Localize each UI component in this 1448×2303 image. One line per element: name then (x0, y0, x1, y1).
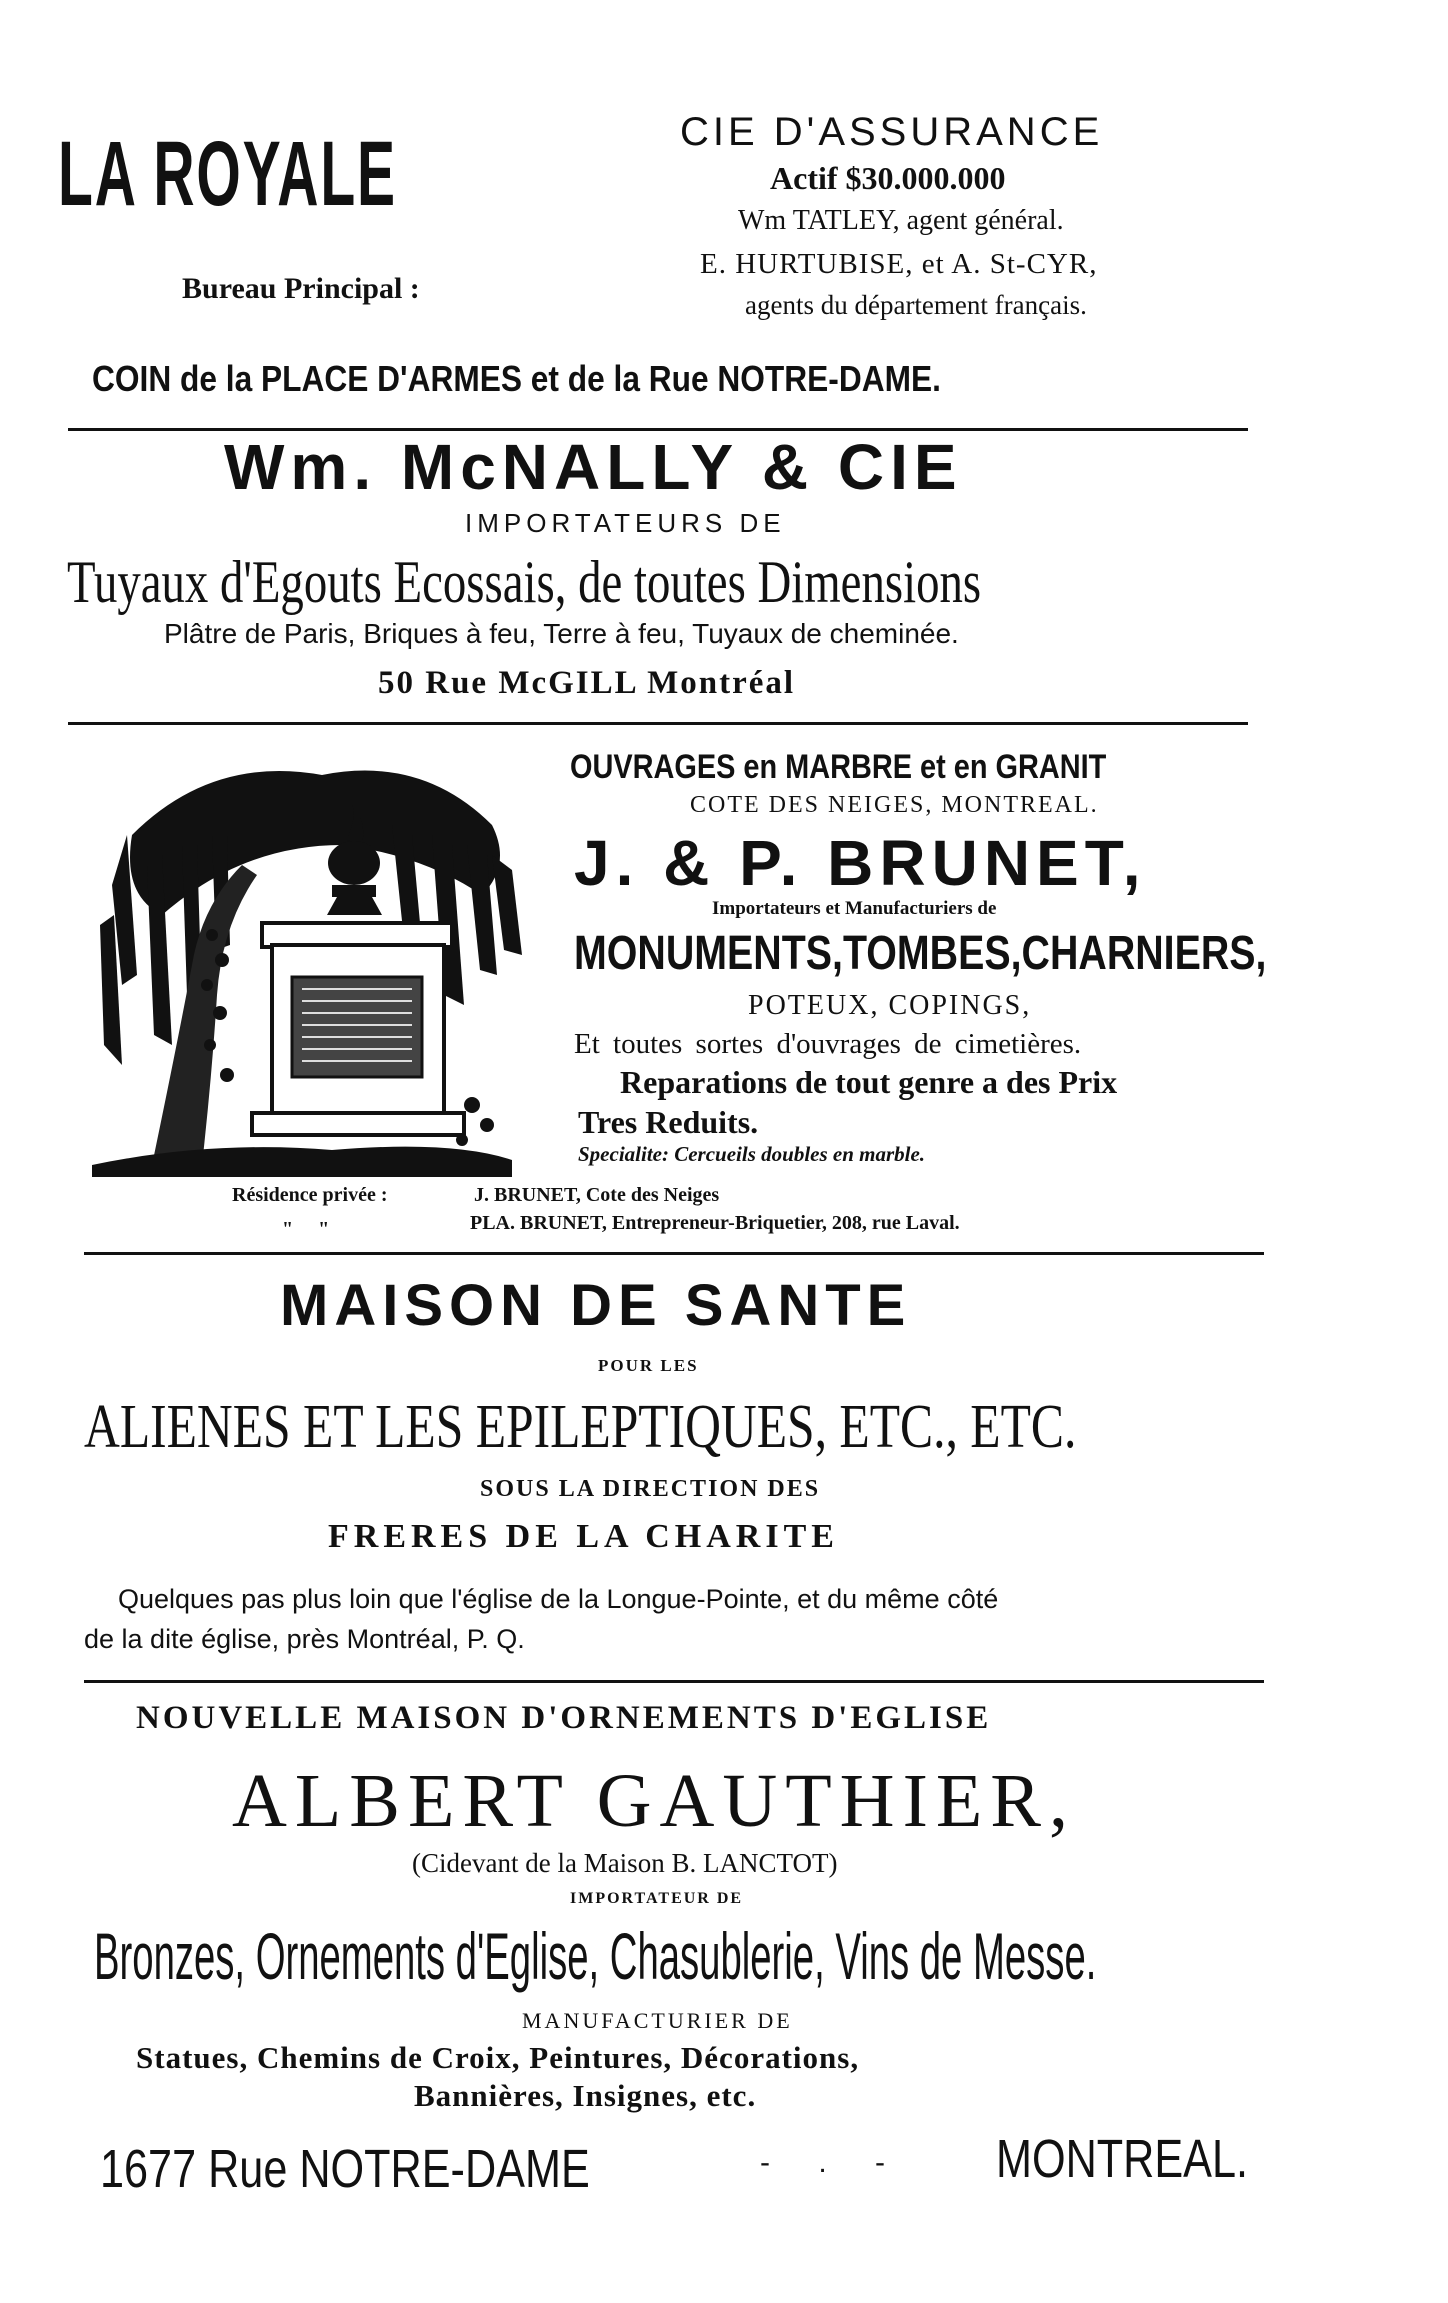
maison-location-2: de la dite église, près Montréal, P. Q. (84, 1624, 525, 1654)
sous-la-direction: SOUS LA DIRECTION DES (480, 1476, 821, 1502)
mcnally-products: Tuyaux d'Egouts Ecossais, de toutes Dimensions (67, 549, 982, 615)
brunet-specialite: Specialite: Cercueils doubles en marble. (578, 1142, 926, 1166)
pour-les: POUR LES (598, 1356, 699, 1375)
divider (84, 1680, 1264, 1683)
maison-sante-title: MAISON DE SANTE (280, 1273, 912, 1338)
residence-1: J. BRUNET, Cote des Neiges (474, 1184, 720, 1206)
separator-dots: - . - (760, 2146, 905, 2179)
bureau-principal: Bureau Principal : (182, 272, 420, 305)
agents: E. HURTUBISE, et A. St-CYR, (700, 248, 1098, 280)
gauthier-manufacturer: MANUFACTURIER DE (522, 2008, 793, 2033)
brunet-works: Et toutes sortes d'ouvrages de cimetières. (574, 1028, 1082, 1060)
gauthier-address: 1677 Rue NOTRE-DAME (100, 2139, 590, 2199)
gauthier-former: (Cidevant de la Maison B. LANCTOT) (412, 1848, 838, 1878)
gauthier-importer: IMPORTATEUR DE (570, 1890, 744, 1907)
brunet-location: COTE DES NEIGES, MONTREAL. (690, 792, 1099, 818)
mcnally-address: 50 Rue McGILL Montréal (378, 665, 796, 701)
albert-gauthier: ALBERT GAUTHIER, (232, 1759, 1076, 1843)
brunet-poteux: POTEUX, COPINGS, (748, 990, 1032, 1021)
agents-department: agents du département français. (745, 290, 1087, 320)
brunet-name: J. & P. BRUNET, (574, 827, 1147, 899)
brunet-repairs-1: Reparations de tout genre a des Prix (620, 1064, 1118, 1100)
gauthier-city: MONTREAL. (996, 2129, 1249, 2189)
willow-monument-illustration (92, 745, 542, 1177)
company-name: CIE D'ASSURANCE (680, 110, 1104, 154)
alienes: ALIENES ET LES EPILEPTIQUES, ETC., ETC. (84, 1393, 1077, 1461)
brunet-repairs-2: Tres Reduits. (578, 1104, 759, 1140)
gauthier-bannieres: Bannières, Insignes, etc. (414, 2078, 757, 2113)
residence-label: Résidence privée : (232, 1184, 388, 1206)
gauthier-statues: Statues, Chemins de Croix, Peintures, Décorations, (136, 2040, 860, 2075)
divider (68, 722, 1248, 725)
la-royale-address: COIN de la PLACE D'ARMES et de la Rue NOTRE-DAME. (92, 358, 941, 399)
mcnally-importers: IMPORTATEURS DE (465, 508, 786, 538)
gauthier-heading: NOUVELLE MAISON D'ORNEMENTS D'EGLISE (136, 1700, 992, 1736)
agent-general: Wm TATLEY, agent général. (738, 205, 1064, 236)
mcnally-name: Wm. McNALLY & CIE (224, 431, 963, 503)
brunet-heading: OUVRAGES en MARBRE et en GRANIT (570, 748, 1107, 786)
freres-de-la-charite: FRERES DE LA CHARITE (328, 1518, 839, 1555)
brunet-importers: Importateurs et Manufacturiers de (712, 898, 997, 919)
gauthier-products: Bronzes, Ornements d'Eglise, Chasublerie, Vins de Messe. (94, 1919, 1097, 1993)
residence-2: PLA. BRUNET, Entrepreneur-Briquetier, 208, rue Laval. (470, 1212, 960, 1234)
actif: Actif $30.000.000 (770, 160, 1006, 196)
la-royale-title: LA ROYALE (58, 123, 397, 225)
brunet-monuments: MONUMENTS,TOMBES,CHARNIERS, (574, 927, 1267, 980)
mcnally-products-2: Plâtre de Paris, Briques à feu, Terre à feu, Tuyaux de cheminée. (164, 618, 959, 649)
divider (84, 1252, 1264, 1255)
maison-location-1: Quelques pas plus loin que l'église de la Longue-Pointe, et du même côté (118, 1584, 999, 1614)
ditto-marks: " " (282, 1218, 330, 1240)
